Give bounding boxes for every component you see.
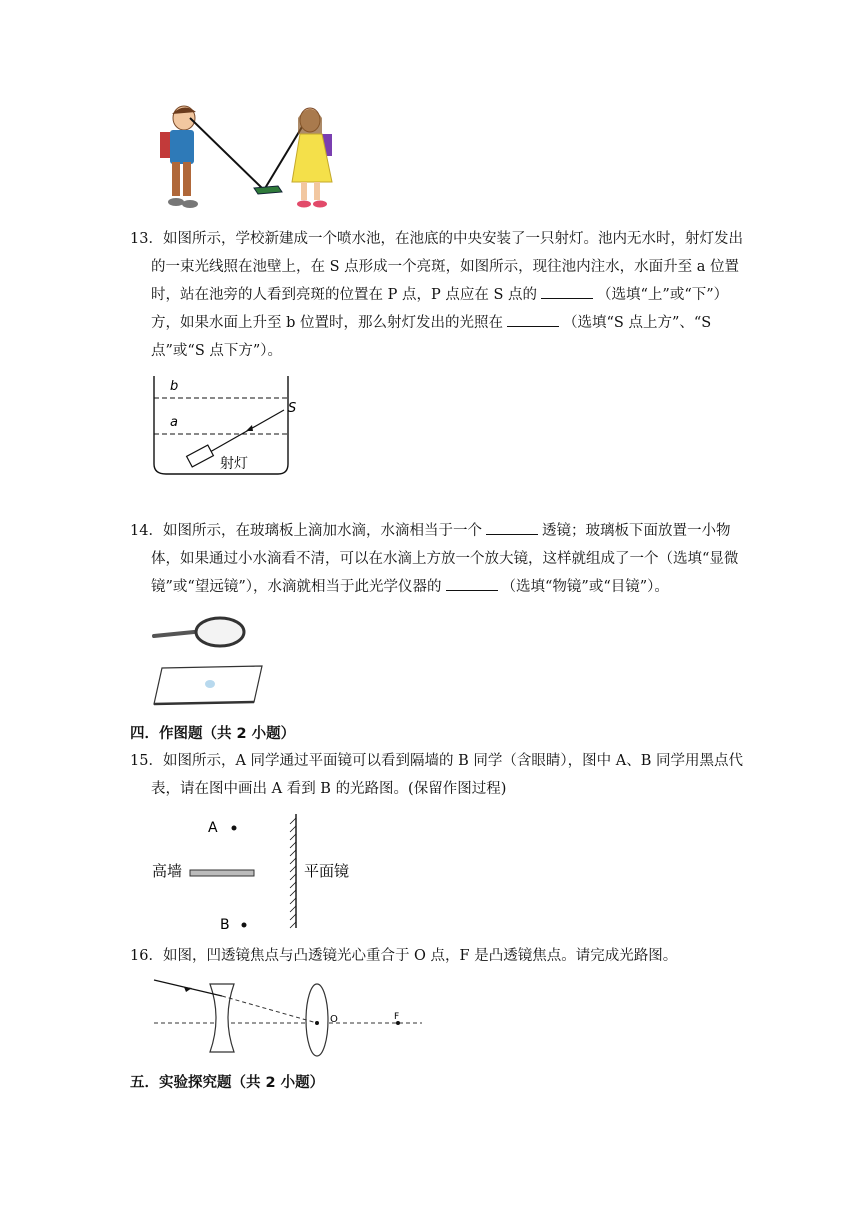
answer-blank[interactable] bbox=[446, 576, 498, 591]
question-text: 透镜；玻璃板下面放置一小物体，如果通过小水滴看不清，可以在水滴上方放一个放大镜，这样就组成了一个（选填“显微镜”或“望远镜”），水滴就相当于此光学仪器的 bbox=[151, 523, 739, 595]
point-o bbox=[315, 1021, 319, 1025]
answer-blank[interactable] bbox=[541, 284, 593, 299]
question-number: 14． bbox=[130, 523, 163, 539]
question-15 bbox=[130, 747, 756, 803]
question-text: 如图所示，学校新建成一个喷水池，在池底的中央安装了一只射灯。池内无水时，射灯发出的一束光线照在池壁上，在 S 点形成一个亮斑，如图所示，现往池内注水，水面升至 a 位置时，站在池旁的人看到亮斑的位置在 P 点，P 点应在 S 点的 bbox=[151, 231, 743, 303]
label-o: O bbox=[330, 1014, 338, 1025]
convex-lens bbox=[306, 984, 328, 1056]
question-14 bbox=[130, 517, 756, 601]
question-number: 15． bbox=[130, 753, 163, 769]
answer-blank[interactable] bbox=[486, 520, 538, 535]
point-a bbox=[232, 826, 237, 831]
question-text: （选填“上”或“下”）方，如果水面上升至 b 位置时，那么射灯发出的光照在 bbox=[151, 287, 729, 331]
question-text: 如图，凹透镜焦点与凸透镜光心重合于 O 点，F 是凸透镜焦点。请完成光路图。 bbox=[162, 948, 678, 964]
label-b: B bbox=[220, 917, 230, 933]
label-wall: 高墙 bbox=[152, 862, 183, 880]
label-mirror: 平面镜 bbox=[304, 862, 350, 880]
label-a: a bbox=[170, 415, 178, 430]
question-13 bbox=[130, 225, 756, 365]
question-16 bbox=[130, 942, 756, 970]
question-text: 如图所示，在玻璃板上滴加水滴，水滴相当于一个 bbox=[162, 523, 482, 539]
question-text: 如图所示，A 同学通过平面镜可以看到隔墙的 B 同学（含眼睛），图中 A、B 同学用黑点代表，请在图中画出 A 看到 B 的光路图。(保留作图过程) bbox=[151, 753, 743, 797]
label-lamp: 射灯 bbox=[220, 456, 248, 472]
answer-blank[interactable] bbox=[507, 312, 559, 327]
label-a: A bbox=[208, 820, 218, 836]
point-b bbox=[242, 923, 247, 928]
question-number: 16． bbox=[130, 948, 163, 964]
question-text: （选填“S 点上方”、“S 点”或“S 点下方”）。 bbox=[151, 315, 712, 359]
section-heading: 四．作图题（共 2 小题） bbox=[130, 726, 296, 742]
pool-figure bbox=[150, 374, 310, 486]
mirror-wall-figure bbox=[150, 808, 370, 934]
label-b: b bbox=[170, 379, 179, 394]
mirror-children-figure bbox=[150, 100, 350, 212]
section-heading: 五．实验探究题（共 2 小题） bbox=[130, 1075, 325, 1091]
question-text: （选填“物镜”或“目镜”）。 bbox=[501, 579, 669, 595]
magnifier-figure bbox=[150, 616, 270, 708]
lens-figure bbox=[150, 972, 440, 1062]
label-s: S bbox=[288, 401, 297, 416]
label-f: F bbox=[394, 1012, 400, 1022]
question-number: 13． bbox=[130, 231, 163, 247]
